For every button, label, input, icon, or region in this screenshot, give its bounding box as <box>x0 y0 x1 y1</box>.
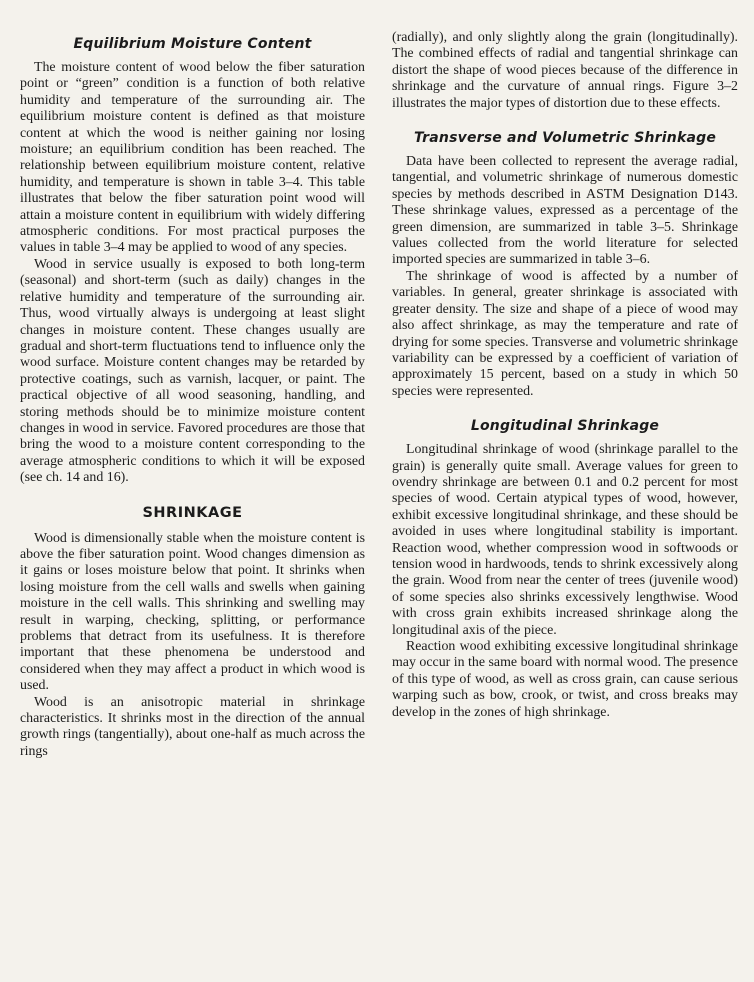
paragraph-dimensional-stability: Wood is dimensionally stable when the moisture content is above the fiber saturation point. Wood changes dimension as it gains or loses moisture below that point. It shrinks when losing moisture from the cell walls and swells when gaining moisture in the cell walls. This shrinking and swelling may result in warping, checking, splitting, or performance problems that detract from its usefulness. It is therefore important that these phenomena be understood and considered when they may affect a product in which wood is used. <box>20 530 365 694</box>
right-column <box>392 30 738 721</box>
heading-shrinkage: SHRINKAGE <box>142 504 243 521</box>
paragraph-wood-in-service: Wood in service usually is exposed to both long-term (seasonal) and short-term (such as daily) changes in the relative humidity and temperature of the surrounding air. Thus, wood virtually always is undergoing at least slight changes in moisture content. These changes usually are gradual and short-term fluctuations tend to influence only the wood surface. Moisture content changes may be retarded by protective coatings, such as varnish, lacquer, or paint. The practical objective of all wood seasoning, handling, and storing methods should be to minimize moisture content changes in wood in service. Favored procedures are those that bring the wood to a moisture content corresponding to the average atmospheric conditions to which it will be exposed (see ch. 14 and 16). <box>20 256 365 486</box>
paragraph-longitudinal-shrinkage: Longitudinal shrinkage of wood (shrinkage parallel to the grain) is generally quite small. Average values for green to ovendry shrinkage are between 0.1 and 0.2 percent for most species of wood. Certain atypical types of wood, however, exhibit excessive longitudinal shrinkage, and these should be avoided in uses where longitudinal stability is important. Reaction wood, whether compression wood in softwoods or tension wood in hardwoods, tends to shrink excessively along the grain. Wood from near the center of trees (juvenile wood) of some species also shrinks excessively lengthwise. Wood with cross grain exhibits increased shrinkage along the longitudinal axis of the piece. <box>392 442 738 638</box>
paragraph-reaction-wood: Reaction wood exhibiting excessive longitudinal shrinkage may occur in the same board with normal wood. The presence of this type of wood, as well as cross grain, can cause serious warping such as bow, crook, or twist, and cross breaks may develop in the zones of high shrinkage. <box>392 639 738 720</box>
left-column <box>20 30 365 760</box>
paragraph-equilibrium-definition: The moisture content of wood below the fiber saturation point or “green” condition is a function of both relative humidity and temperature of the surrounding air. The equilibrium moisture content is defined as that moisture content at which the wood is neither gaining nor losing moisture; an equilibrium condition has been reached. The relationship between equilibrium moisture content, relative humidity, and temperature is shown in table 3–4. This table illustrates that below the fiber saturation point wood will attain a moisture content in equilibrium with widely differing atmospheric conditions. For most practical purposes the values in table 3–4 may be applied to wood of any species. <box>20 60 365 256</box>
heading-transverse-volumetric-shrinkage: Transverse and Volumetric Shrinkage <box>413 130 717 147</box>
paragraph-shrinkage-data: Data have been collected to represent the average radial, tangential, and volumetric shrinkage of numerous domestic species by methods described in ASTM Designation D143. These shrinkage values, expressed as a percentage of the green dimension, are summarized in table 3–5. Shrinkage values collected from the world literature for selected imported species are summarized in table 3–6. <box>392 154 738 268</box>
paragraph-anisotropic-continued: (radially), and only slightly along the grain (longitudinally). The combined effects of radial and tangential shrinkage can distort the shape of wood pieces because of the difference in shrinkage and the curvature of annual rings. Figure 3–2 illustrates the major types of distortion due to these effects. <box>392 30 738 111</box>
heading-longitudinal-shrinkage: Longitudinal Shrinkage <box>470 418 660 435</box>
paragraph-anisotropic: Wood is an anisotropic material in shrinkage characteristics. It shrinks most in the direction of the annual growth rings (tangentially), about one-half as much across the rings <box>20 694 365 759</box>
paragraph-shrinkage-variables: The shrinkage of wood is affected by a number of variables. In general, greater shrinkage is associated with greater density. The size and shape of a piece of wood may also affect shrinkage, as may the temperature and rate of drying for some species. Transverse and volumetric shrinkage variability can be expressed by a coefficient of variation of approximately 15 percent, based on a study in which 50 species were represented. <box>392 268 738 399</box>
heading-equilibrium-moisture-content: Equilibrium Moisture Content <box>73 36 312 52</box>
